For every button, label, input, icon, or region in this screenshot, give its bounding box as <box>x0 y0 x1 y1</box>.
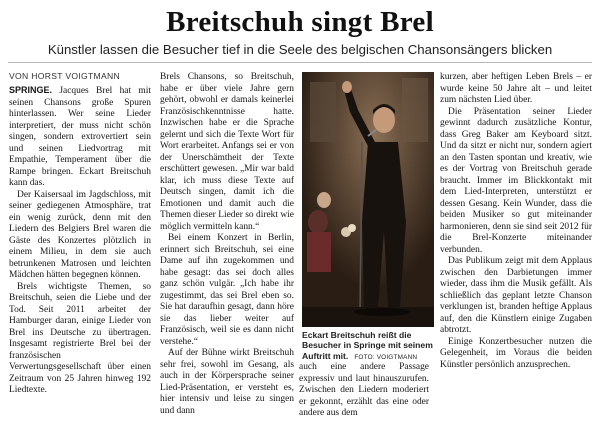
article-column-3 <box>299 362 429 420</box>
header-divider <box>8 62 592 63</box>
photo-credit: FOTO: VOIGTMANN <box>354 353 418 361</box>
article-subheadline: Künstler lassen die Besucher tief in die Seele des belgischen Chansonsängers blicken <box>47 42 553 57</box>
paragraph <box>9 85 151 190</box>
paragraph: auch eine andere Passage expressiv und laut hinauszurufen. Zwischen den Liedern moderiert er gekonnt, erzählt das eine oder andere aus dem <box>299 362 429 418</box>
paragraph-text: Jacques Brel hat mit seinen Chansons große Spuren hinterlassen. Wer seine Lieder interpretiert, der muss nicht schön singen, sondern extrovertiert sein und seinen Liedvortrag mit Empathie, Temperament über die Rampe bringen. Eckart Breitschuh kann das. <box>9 86 152 188</box>
dateline: SPRINGE. <box>9 85 53 95</box>
paragraph: Der Kaisersaal im Jagdschloss, mit seiner gediegenen Atmosphäre, trat ein wenig zurück, denn mit den Liedern des Belgiers Brel waren die Gäste des Konzertes plötzlich in einem Milieu, in dem sie auch betrunkenen Matrosen und leichten Mädchen hätten begegnen können. <box>9 189 151 280</box>
article-column-2 <box>160 72 294 417</box>
photo-caption <box>302 330 436 363</box>
paragraph: Das Publikum zeigt mit dem Applaus zwischen den Darbietungen immer wieder, dass ihm die Musik gefällt. Als schließlich das geplant letzte Chanson verklungen ist, branden heftige Applaus auf, den die Künstlern einige Zugaben abtrotzt. <box>440 256 592 335</box>
paragraph: kurzen, aber heftigen Leben Brels – er wurde keine 50 Jahre alt – und leitet zum nächsten Lied über. <box>440 72 592 105</box>
paragraph: Brels wichtigste Themen, so Breitschuh, seien die Liebe und der Tod. Seit 2011 arbeitet der Hamburger daran, einige Lieder von Brel ins Deutsche zu übertragen. Insgesamt registrierte Brel bei der französischen Verwertungsgesellschaft über einen Zeitraum von 25 Jahren hinweg 192 Liedtexte. <box>9 281 151 395</box>
singer-photo-illustration <box>302 72 434 327</box>
paragraph: Bei einem Konzert in Berlin, erinnert sich Breitschuh, sei eine Dame auf ihn zugekommen und habe gesagt: das sei doch alles ganz schön vulgär. „Ich habe ihr zugestimmt, das sei Brel eben so. Sie hat daraufhin gesagt, dann höre sie das lieber weiter auf Französisch, weil sie es dann nicht verstehe.“ <box>160 233 294 347</box>
paragraph: Die Präsentation seiner Lieder gewinnt dadurch zusätzliche Kontur, dass Greg Baker am Keyboard sitzt. Und da sitzt er nicht nur, sondern agiert an den Tasten spontan und kreativ, wie es der Vortrag von Breitschuh gerade braucht. Immer im Blickkontakt mit dem Lied-Interpreten, unterstützt er dessen Gesang. Kein Wunder, dass die beiden Musiker so gut miteinander harmonieren, denn sie sind seit 2012 für die Brel-Konzerte miteinander verbunden. <box>440 106 592 255</box>
paragraph: Einige Konzertbesucher nutzen die Gelegenheit, im Voraus die beiden Künstler persönlich anzusprechen. <box>440 336 592 370</box>
caption-text: Eckart Breitschuh reißt die Besucher in Springe mit seinem Auftritt mit. <box>302 330 433 361</box>
article-headline: Breitschuh singt Brel <box>166 6 434 38</box>
article-column-4 <box>440 72 592 371</box>
paragraph: Auf der Bühne wirkt Breitschuh sehr frei, sowohl im Gesang, als auch in der Körpersprache seiner Lied-Präsentation, er versteht es, hier intensiv und leise zu singen und dann <box>160 348 294 416</box>
article-photo <box>302 72 434 327</box>
article-column-1 <box>9 85 151 397</box>
article-byline: VON HORST VOIGTMANN <box>9 71 121 81</box>
paragraph: Brels Chansons, so Breitschuh, habe er über viele Jahre gern gehört, obwohl er damals keinerlei Französischkenntnisse hatte. Inzwischen habe er die Sprache gelernt und sich die Texte Wort für Wort erarbeitet. Anfangs sei er von der Unerschämtheit der Texte erschüttert gewesen. „Mir war bald klar, ich muss diese Texte auf Deutsch singen, damit ich die Emotionen und damit auch die Themen dieser Lieder so direkt wie möglich vermitteln kann.“ <box>160 72 294 232</box>
